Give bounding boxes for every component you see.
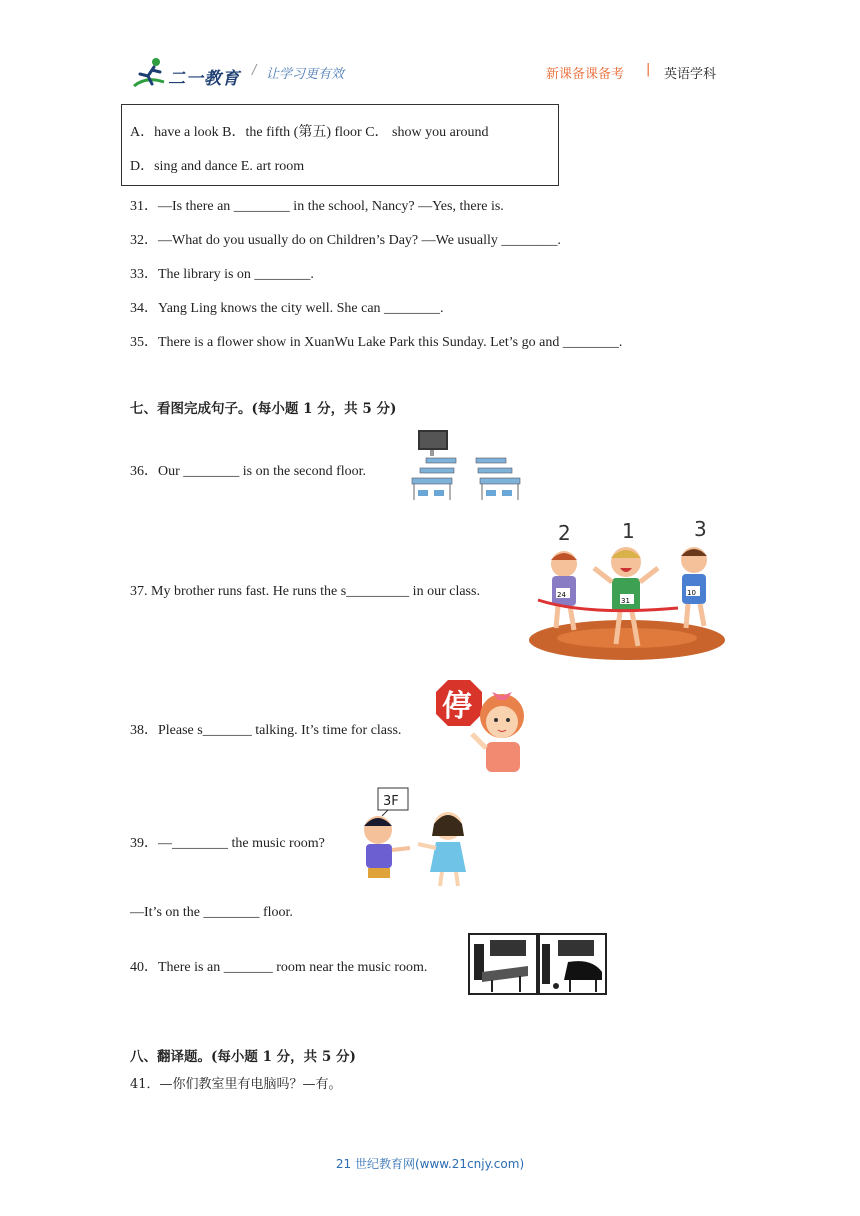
bib-31-label: 31 [621,597,630,605]
question-37: 37. My brother runs fast. He runs the s_________ in our class. [130,584,480,599]
slogan: 让学习更有效 [266,67,345,82]
classroom-image [400,428,532,504]
question-32: 32．—What do you usually do on Children’s Day? —We usually ________. [130,233,561,248]
rank-3-label: 3 [694,517,707,541]
question-39: 39．—________ the music room? [130,836,325,851]
running-race-image [528,516,726,662]
runner-logo-icon [130,56,170,90]
bib-10-label: 10 [687,589,696,597]
question-31: 31．—Is there an ________ in the school, Nancy? —Yes, there is. [130,199,504,214]
question-38: 38．Please s_______ talking. It’s time for class. [130,723,402,738]
header-separator: / [252,63,257,78]
header-right-text: 新课备课备考 [546,67,625,82]
question-34: 34．Yang Ling knows the city well. She can ________. [130,301,444,316]
bib-24-label: 24 [557,591,566,599]
subject-label: 英语学科 [664,67,717,82]
section-7-title: 七、看图完成句子。(每小题 1 分，共 5 分) [130,401,397,417]
stop-sign-girl-image [436,678,532,774]
question-33: 33．The library is on ________. [130,267,314,282]
options-line-1: A．have a look B．the fifth (第五) floor C． show you around [130,125,489,140]
header-divider: | [646,62,651,77]
question-35: 35．There is a flower show in XuanWu Lake Park this Sunday. Let’s go and ________. [130,335,623,350]
logo-text: 二一教育 [168,69,240,89]
options-box [121,104,559,186]
computer-music-room-image [468,932,608,996]
question-41: 41．—你们教室里有电脑吗？—有。 [130,1077,342,1092]
footer-text: 21 世纪教育网(www.21cnjy.com) [335,1157,525,1171]
question-40: 40．There is an _______ room near the music room. [130,960,428,975]
rank-2-label: 2 [558,521,571,545]
rank-1-label: 1 [622,519,635,543]
question-39-answer: —It’s on the ________ floor. [130,905,293,920]
boy-girl-pointing-image [352,786,480,892]
section-8-title: 八、翻译题。(每小题 1 分，共 5 分) [130,1049,356,1065]
floor-sign-label: 3F [383,794,399,809]
stop-sign-label: 停 [442,689,472,724]
options-line-2: D．sing and dance E. art room [130,159,305,174]
question-36: 36．Our ________ is on the second floor. [130,464,367,479]
